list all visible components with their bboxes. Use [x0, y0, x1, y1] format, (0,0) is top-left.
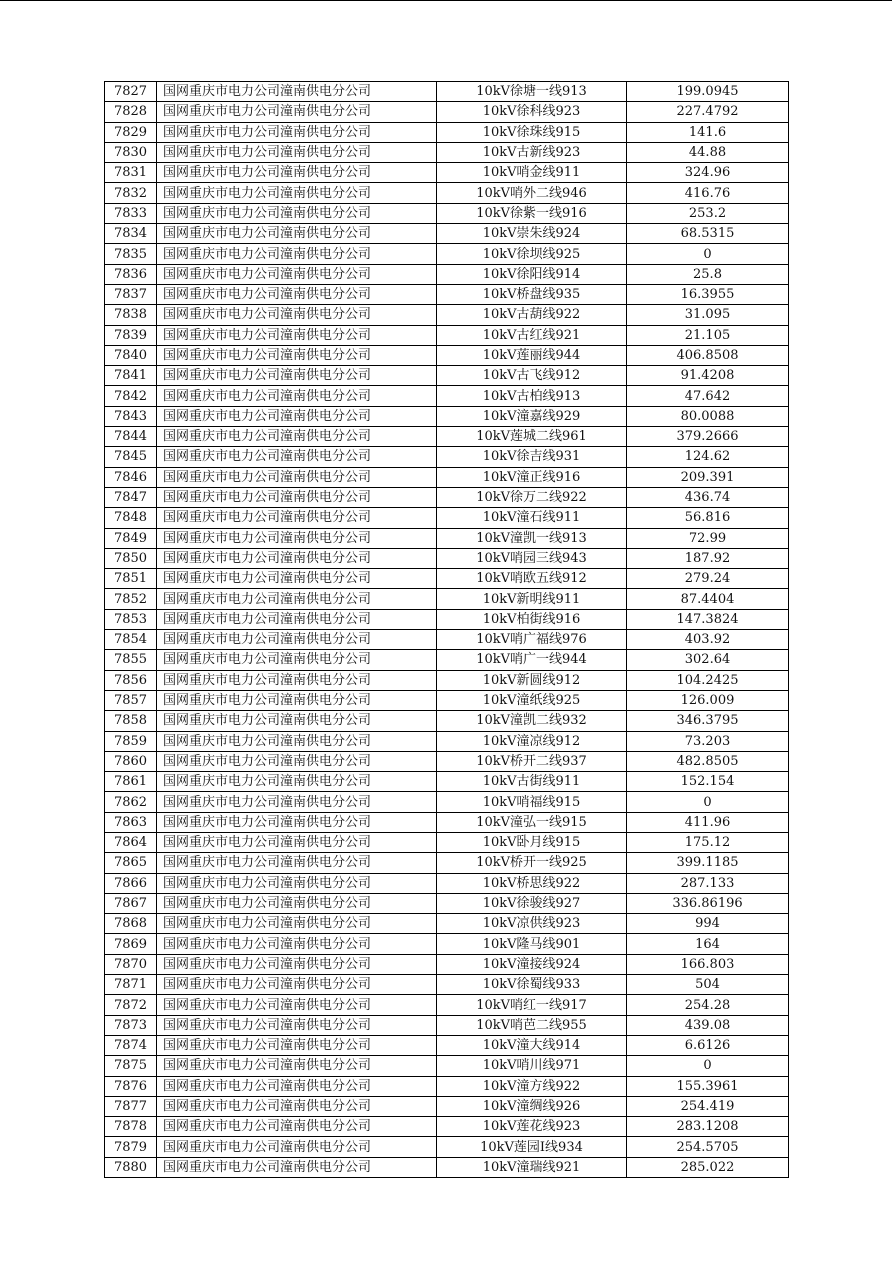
table-row [105, 284, 789, 304]
row-number: 7862 [105, 792, 157, 812]
row-number: 7852 [105, 589, 157, 609]
row-number: 7858 [105, 711, 157, 731]
company-name: 国网重庆市电力公司潼南供电分公司 [157, 122, 437, 142]
row-number: 7845 [105, 447, 157, 467]
table-body [105, 82, 789, 1178]
line-value: 399.1185 [627, 853, 789, 873]
company-name: 国网重庆市电力公司潼南供电分公司 [157, 467, 437, 487]
table-row [105, 690, 789, 710]
company-name: 国网重庆市电力公司潼南供电分公司 [157, 203, 437, 223]
line-name: 10kV潼嘉线929 [437, 406, 627, 426]
company-name: 国网重庆市电力公司潼南供电分公司 [157, 224, 437, 244]
line-value: 16.3955 [627, 284, 789, 304]
row-number: 7866 [105, 873, 157, 893]
table-row [105, 630, 789, 650]
row-number: 7834 [105, 224, 157, 244]
line-value: 104.2425 [627, 670, 789, 690]
row-number: 7839 [105, 325, 157, 345]
company-name: 国网重庆市电力公司潼南供电分公司 [157, 183, 437, 203]
company-name: 国网重庆市电力公司潼南供电分公司 [157, 82, 437, 102]
line-value: 21.105 [627, 325, 789, 345]
row-number: 7876 [105, 1076, 157, 1096]
table-row [105, 609, 789, 629]
company-name: 国网重庆市电力公司潼南供电分公司 [157, 1096, 437, 1116]
table-row [105, 183, 789, 203]
company-name: 国网重庆市电力公司潼南供电分公司 [157, 163, 437, 183]
line-value: 56.816 [627, 508, 789, 528]
line-name: 10kV哨广一线944 [437, 650, 627, 670]
table-row [105, 569, 789, 589]
company-name: 国网重庆市电力公司潼南供电分公司 [157, 873, 437, 893]
row-number: 7867 [105, 893, 157, 913]
line-name: 10kV潼凯二线932 [437, 711, 627, 731]
company-name: 国网重庆市电力公司潼南供电分公司 [157, 589, 437, 609]
table-row [105, 751, 789, 771]
line-name: 10kV潼瑞线921 [437, 1157, 627, 1177]
row-number: 7847 [105, 487, 157, 507]
table-row [105, 447, 789, 467]
table-row [105, 914, 789, 934]
line-value: 439.08 [627, 1015, 789, 1035]
table-row [105, 1035, 789, 1055]
line-name: 10kV卧月线915 [437, 832, 627, 852]
line-name: 10kV凉供线923 [437, 914, 627, 934]
line-name: 10kV新明线911 [437, 589, 627, 609]
company-name: 国网重庆市电力公司潼南供电分公司 [157, 1157, 437, 1177]
table-row [105, 1015, 789, 1035]
company-name: 国网重庆市电力公司潼南供电分公司 [157, 853, 437, 873]
line-value: 253.2 [627, 203, 789, 223]
row-number: 7874 [105, 1035, 157, 1055]
table-row [105, 650, 789, 670]
line-name: 10kV莲城二线961 [437, 427, 627, 447]
company-name: 国网重庆市电力公司潼南供电分公司 [157, 1015, 437, 1035]
line-name: 10kV桥盘线935 [437, 284, 627, 304]
company-name: 国网重庆市电力公司潼南供电分公司 [157, 386, 437, 406]
company-name: 国网重庆市电力公司潼南供电分公司 [157, 487, 437, 507]
table-row [105, 1157, 789, 1177]
row-number: 7832 [105, 183, 157, 203]
line-value: 254.5705 [627, 1137, 789, 1157]
line-name: 10kV潼接线924 [437, 954, 627, 974]
line-name: 10kV徐珠线915 [437, 122, 627, 142]
line-name: 10kV柏街线916 [437, 609, 627, 629]
row-number: 7850 [105, 548, 157, 568]
line-value: 406.8508 [627, 345, 789, 365]
line-name: 10kV哨芭二线955 [437, 1015, 627, 1035]
line-value: 87.4404 [627, 589, 789, 609]
company-name: 国网重庆市电力公司潼南供电分公司 [157, 528, 437, 548]
company-name: 国网重庆市电力公司潼南供电分公司 [157, 975, 437, 995]
company-name: 国网重庆市电力公司潼南供电分公司 [157, 670, 437, 690]
table-row [105, 163, 789, 183]
table-row [105, 589, 789, 609]
line-name: 10kV哨园三线943 [437, 548, 627, 568]
row-number: 7853 [105, 609, 157, 629]
row-number: 7870 [105, 954, 157, 974]
table-row [105, 1137, 789, 1157]
company-name: 国网重庆市电力公司潼南供电分公司 [157, 934, 437, 954]
row-number: 7848 [105, 508, 157, 528]
table-row [105, 873, 789, 893]
line-value: 254.28 [627, 995, 789, 1015]
row-number: 7840 [105, 345, 157, 365]
line-value: 482.8505 [627, 751, 789, 771]
line-value: 287.133 [627, 873, 789, 893]
line-value: 346.3795 [627, 711, 789, 731]
table-row [105, 508, 789, 528]
line-name: 10kV徐骏线927 [437, 893, 627, 913]
line-name: 10kV古街线911 [437, 772, 627, 792]
row-number: 7830 [105, 142, 157, 162]
line-value: 44.88 [627, 142, 789, 162]
company-name: 国网重庆市电力公司潼南供电分公司 [157, 305, 437, 325]
company-name: 国网重庆市电力公司潼南供电分公司 [157, 366, 437, 386]
line-name: 10kV潼大线914 [437, 1035, 627, 1055]
table-row [105, 670, 789, 690]
line-name: 10kV徐坝线925 [437, 244, 627, 264]
line-name: 10kV哨广福线976 [437, 630, 627, 650]
row-number: 7863 [105, 812, 157, 832]
line-value: 436.74 [627, 487, 789, 507]
table-row [105, 1117, 789, 1137]
line-value: 72.99 [627, 528, 789, 548]
table-row [105, 102, 789, 122]
line-value: 403.92 [627, 630, 789, 650]
page-top-rule [0, 0, 892, 1]
row-number: 7856 [105, 670, 157, 690]
line-name: 10kV徐蜀线933 [437, 975, 627, 995]
row-number: 7828 [105, 102, 157, 122]
row-number: 7860 [105, 751, 157, 771]
table-row [105, 244, 789, 264]
line-name: 10kV潼方线922 [437, 1076, 627, 1096]
table-row [105, 82, 789, 102]
table-row [105, 142, 789, 162]
table-row [105, 386, 789, 406]
line-value: 379.2666 [627, 427, 789, 447]
line-value: 175.12 [627, 832, 789, 852]
row-number: 7878 [105, 1117, 157, 1137]
line-name: 10kV古柏线913 [437, 386, 627, 406]
line-name: 10kV崇朱线924 [437, 224, 627, 244]
company-name: 国网重庆市电力公司潼南供电分公司 [157, 792, 437, 812]
line-name: 10kV隆马线901 [437, 934, 627, 954]
table-row [105, 366, 789, 386]
company-name: 国网重庆市电力公司潼南供电分公司 [157, 284, 437, 304]
row-number: 7871 [105, 975, 157, 995]
table-row [105, 487, 789, 507]
row-number: 7880 [105, 1157, 157, 1177]
company-name: 国网重庆市电力公司潼南供电分公司 [157, 569, 437, 589]
line-name: 10kV古飞线912 [437, 366, 627, 386]
line-name: 10kV哨福线915 [437, 792, 627, 812]
line-value: 25.8 [627, 264, 789, 284]
table-row [105, 772, 789, 792]
line-name: 10kV徐科线923 [437, 102, 627, 122]
line-name: 10kV桥开二线937 [437, 751, 627, 771]
row-number: 7835 [105, 244, 157, 264]
row-number: 7877 [105, 1096, 157, 1116]
row-number: 7868 [105, 914, 157, 934]
line-name: 10kV徐紫一线916 [437, 203, 627, 223]
line-name: 10kV古红线921 [437, 325, 627, 345]
line-value: 0 [627, 1056, 789, 1076]
company-name: 国网重庆市电力公司潼南供电分公司 [157, 142, 437, 162]
line-name: 10kV徐塘一线913 [437, 82, 627, 102]
table-row [105, 325, 789, 345]
company-name: 国网重庆市电力公司潼南供电分公司 [157, 325, 437, 345]
company-name: 国网重庆市电力公司潼南供电分公司 [157, 1117, 437, 1137]
row-number: 7854 [105, 630, 157, 650]
line-value: 279.24 [627, 569, 789, 589]
row-number: 7864 [105, 832, 157, 852]
row-number: 7872 [105, 995, 157, 1015]
company-name: 国网重庆市电力公司潼南供电分公司 [157, 1076, 437, 1096]
company-name: 国网重庆市电力公司潼南供电分公司 [157, 751, 437, 771]
company-name: 国网重庆市电力公司潼南供电分公司 [157, 447, 437, 467]
company-name: 国网重庆市电力公司潼南供电分公司 [157, 772, 437, 792]
row-number: 7857 [105, 690, 157, 710]
table-row [105, 406, 789, 426]
table-row [105, 893, 789, 913]
line-value: 47.642 [627, 386, 789, 406]
table-row [105, 264, 789, 284]
line-name: 10kV哨外二线946 [437, 183, 627, 203]
data-table [104, 81, 789, 1178]
row-number: 7829 [105, 122, 157, 142]
line-name: 10kV徐吉线931 [437, 447, 627, 467]
line-value: 73.203 [627, 731, 789, 751]
line-value: 302.64 [627, 650, 789, 670]
line-value: 6.6126 [627, 1035, 789, 1055]
line-value: 283.1208 [627, 1117, 789, 1137]
company-name: 国网重庆市电力公司潼南供电分公司 [157, 690, 437, 710]
table-row [105, 224, 789, 244]
row-number: 7851 [105, 569, 157, 589]
table-row [105, 528, 789, 548]
company-name: 国网重庆市电力公司潼南供电分公司 [157, 1137, 437, 1157]
table-row [105, 792, 789, 812]
line-name: 10kV徐万二线922 [437, 487, 627, 507]
company-name: 国网重庆市电力公司潼南供电分公司 [157, 954, 437, 974]
table-row [105, 1076, 789, 1096]
row-number: 7827 [105, 82, 157, 102]
table-row [105, 548, 789, 568]
line-name: 10kV潼凉线912 [437, 731, 627, 751]
row-number: 7849 [105, 528, 157, 548]
row-number: 7836 [105, 264, 157, 284]
line-name: 10kV桥开一线925 [437, 853, 627, 873]
company-name: 国网重庆市电力公司潼南供电分公司 [157, 244, 437, 264]
row-number: 7837 [105, 284, 157, 304]
line-value: 31.095 [627, 305, 789, 325]
table-row [105, 975, 789, 995]
line-value: 68.5315 [627, 224, 789, 244]
company-name: 国网重庆市电力公司潼南供电分公司 [157, 914, 437, 934]
company-name: 国网重庆市电力公司潼南供电分公司 [157, 508, 437, 528]
table-row [105, 934, 789, 954]
line-name: 10kV古葫线922 [437, 305, 627, 325]
row-number: 7869 [105, 934, 157, 954]
table-row [105, 203, 789, 223]
line-name: 10kV桥思线922 [437, 873, 627, 893]
company-name: 国网重庆市电力公司潼南供电分公司 [157, 427, 437, 447]
table-row [105, 1056, 789, 1076]
row-number: 7833 [105, 203, 157, 223]
line-name: 10kV潼纸线925 [437, 690, 627, 710]
row-number: 7846 [105, 467, 157, 487]
company-name: 国网重庆市电力公司潼南供电分公司 [157, 406, 437, 426]
line-name: 10kV潼正线916 [437, 467, 627, 487]
table-row [105, 305, 789, 325]
row-number: 7842 [105, 386, 157, 406]
table-row [105, 832, 789, 852]
line-name: 10kV潼弘一线915 [437, 812, 627, 832]
line-name: 10kV莲园I线934 [437, 1137, 627, 1157]
company-name: 国网重庆市电力公司潼南供电分公司 [157, 812, 437, 832]
table-row [105, 812, 789, 832]
line-value: 199.0945 [627, 82, 789, 102]
company-name: 国网重庆市电力公司潼南供电分公司 [157, 650, 437, 670]
table-row [105, 995, 789, 1015]
line-value: 152.154 [627, 772, 789, 792]
line-name: 10kV潼凯一线913 [437, 528, 627, 548]
company-name: 国网重庆市电力公司潼南供电分公司 [157, 1035, 437, 1055]
line-value: 124.62 [627, 447, 789, 467]
table-row [105, 853, 789, 873]
row-number: 7831 [105, 163, 157, 183]
row-number: 7859 [105, 731, 157, 751]
row-number: 7841 [105, 366, 157, 386]
line-value: 504 [627, 975, 789, 995]
row-number: 7843 [105, 406, 157, 426]
table-row [105, 427, 789, 447]
company-name: 国网重庆市电力公司潼南供电分公司 [157, 264, 437, 284]
line-value: 126.009 [627, 690, 789, 710]
line-value: 141.6 [627, 122, 789, 142]
line-value: 0 [627, 792, 789, 812]
table-row [105, 467, 789, 487]
company-name: 国网重庆市电力公司潼南供电分公司 [157, 711, 437, 731]
company-name: 国网重庆市电力公司潼南供电分公司 [157, 609, 437, 629]
row-number: 7861 [105, 772, 157, 792]
row-number: 7838 [105, 305, 157, 325]
line-value: 324.96 [627, 163, 789, 183]
line-name: 10kV徐阳线914 [437, 264, 627, 284]
row-number: 7865 [105, 853, 157, 873]
line-value: 411.96 [627, 812, 789, 832]
row-number: 7855 [105, 650, 157, 670]
line-name: 10kV莲花线923 [437, 1117, 627, 1137]
company-name: 国网重庆市电力公司潼南供电分公司 [157, 832, 437, 852]
line-value: 164 [627, 934, 789, 954]
line-name: 10kV哨川线971 [437, 1056, 627, 1076]
line-value: 994 [627, 914, 789, 934]
company-name: 国网重庆市电力公司潼南供电分公司 [157, 630, 437, 650]
table-row [105, 122, 789, 142]
line-value: 0 [627, 244, 789, 264]
line-value: 187.92 [627, 548, 789, 568]
company-name: 国网重庆市电力公司潼南供电分公司 [157, 893, 437, 913]
company-name: 国网重庆市电力公司潼南供电分公司 [157, 731, 437, 751]
row-number: 7844 [105, 427, 157, 447]
line-value: 80.0088 [627, 406, 789, 426]
line-name: 10kV潼石线911 [437, 508, 627, 528]
line-value: 227.4792 [627, 102, 789, 122]
line-name: 10kV哨金线911 [437, 163, 627, 183]
line-value: 166.803 [627, 954, 789, 974]
company-name: 国网重庆市电力公司潼南供电分公司 [157, 345, 437, 365]
line-value: 285.022 [627, 1157, 789, 1177]
line-name: 10kV古新线923 [437, 142, 627, 162]
row-number: 7879 [105, 1137, 157, 1157]
line-name: 10kV哨欧五线912 [437, 569, 627, 589]
line-value: 254.419 [627, 1096, 789, 1116]
table-row [105, 954, 789, 974]
table-row [105, 345, 789, 365]
company-name: 国网重庆市电力公司潼南供电分公司 [157, 102, 437, 122]
table-row [105, 1096, 789, 1116]
company-name: 国网重庆市电力公司潼南供电分公司 [157, 548, 437, 568]
line-value: 155.3961 [627, 1076, 789, 1096]
line-name: 10kV哨红一线917 [437, 995, 627, 1015]
line-value: 147.3824 [627, 609, 789, 629]
line-value: 91.4208 [627, 366, 789, 386]
line-value: 336.86196 [627, 893, 789, 913]
row-number: 7875 [105, 1056, 157, 1076]
table-row [105, 711, 789, 731]
line-name: 10kV潼绸线926 [437, 1096, 627, 1116]
line-value: 209.391 [627, 467, 789, 487]
table-row [105, 731, 789, 751]
line-name: 10kV新圆线912 [437, 670, 627, 690]
row-number: 7873 [105, 1015, 157, 1035]
line-name: 10kV莲丽线944 [437, 345, 627, 365]
company-name: 国网重庆市电力公司潼南供电分公司 [157, 995, 437, 1015]
line-value: 416.76 [627, 183, 789, 203]
company-name: 国网重庆市电力公司潼南供电分公司 [157, 1056, 437, 1076]
